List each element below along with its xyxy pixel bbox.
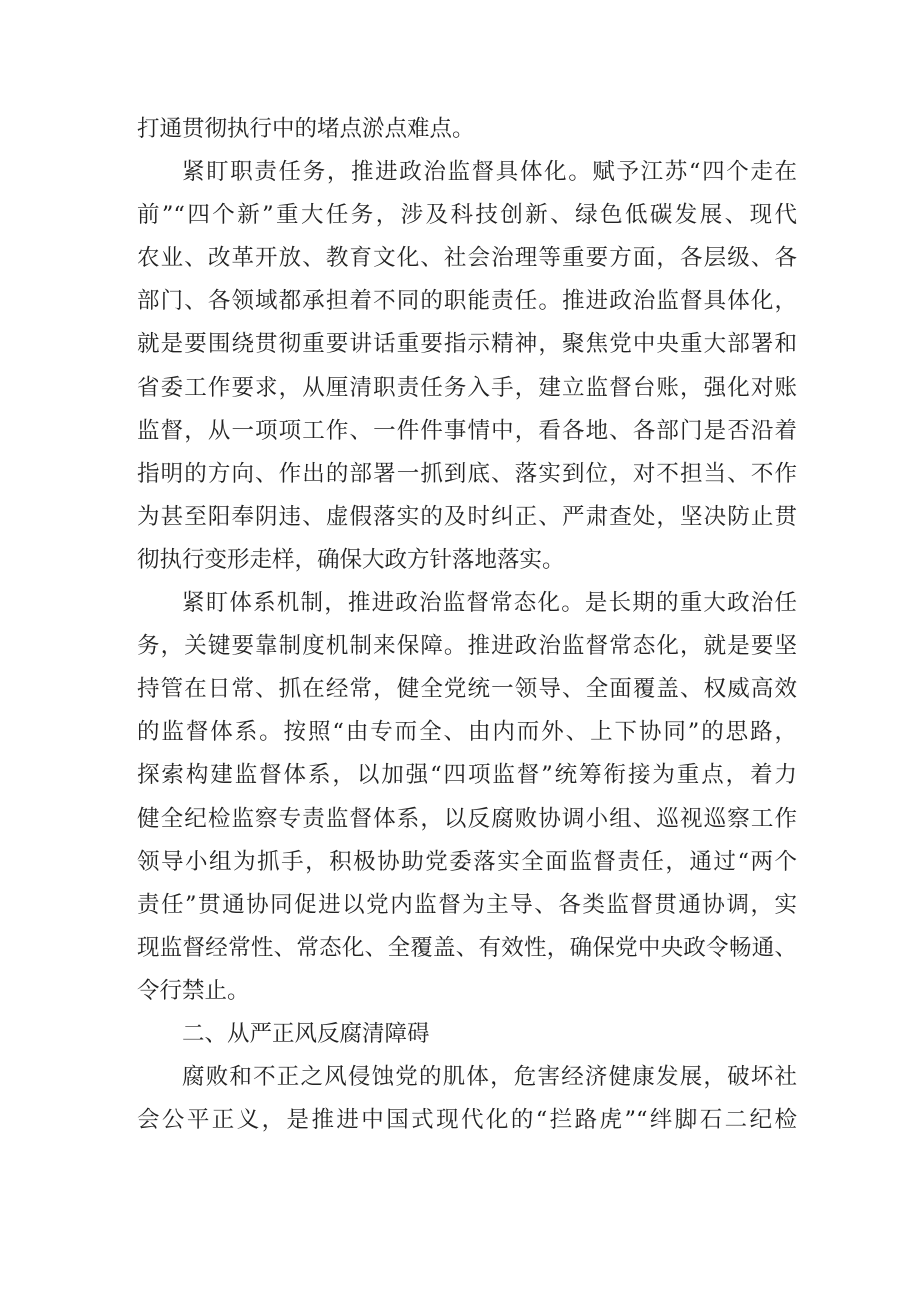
paragraph-line: 领导小组为抓手，积极协助党委落实全面监督责任，通过“两个: [137, 848, 797, 875]
paragraph-line: 令行禁止。: [137, 977, 250, 1004]
paragraph-line: 务，关键要靠制度机制来保障。推进政治监督常态化，就是要坚: [137, 633, 797, 660]
paragraph-line: 健全纪检监察专责监督体系，以反腐败协调小组、巡视巡察工作: [137, 805, 797, 832]
paragraph-line: 责任”贯通协同促进以党内监督为主导、各类监督贯通协调，实: [137, 891, 797, 918]
paragraph-line: 探索构建监督体系，以加强“四项监督”统筹衔接为重点，着力: [137, 762, 797, 789]
paragraph-line: 为甚至阳奉阴违、虚假落实的及时纠正、严肃查处，坚决防止贯: [137, 503, 797, 530]
paragraph-line: 持管在日常、抓在经常，健全党统一领导、全面覆盖、权威高效: [137, 676, 797, 703]
paragraph-line: 会公平正义，是推进中国式现代化的“拦路虎”“绊脚石二纪检: [137, 1107, 797, 1134]
paragraph-line: 打通贯彻执行中的堵点淤点难点。: [137, 116, 475, 142]
paragraph-line: 指明的方向、作出的部署一抓到底、落实到位，对不担当、不作: [137, 460, 797, 487]
paragraph-line: 紧盯职责任务，推进政治监督具体化。赋予江苏“四个走在: [182, 159, 797, 186]
paragraph-line: 部门、各领域都承担着不同的职能责任。推进政治监督具体化，: [137, 288, 797, 315]
document-body: [137, 108, 797, 1142]
paragraph-line: 腐败和不正之风侵蚀党的肌体，危害经济健康发展，破坏社: [182, 1064, 797, 1091]
paragraph-line: 省委工作要求，从厘清职责任务入手，建立监督台账，强化对账: [137, 374, 797, 401]
paragraph-line: 就是要围绕贯彻重要讲话重要指示精神，聚焦党中央重大部署和: [137, 331, 797, 358]
paragraph-line: 现监督经常性、常态化、全覆盖、有效性，确保党中央政令畅通、: [137, 934, 797, 961]
paragraph-line: 监督，从一项项工作、一件件事情中，看各地、各部门是否沿着: [137, 417, 797, 444]
paragraph-line: 农业、改革开放、教育文化、社会治理等重要方面，各层级、各: [137, 245, 797, 272]
section-heading: 二、从严正风反腐清障碍: [182, 1020, 430, 1047]
paragraph-line: 的监督体系。按照“由专而全、由内而外、上下协同”的思路，: [137, 719, 797, 746]
paragraph-line: 前”“四个新”重大任务，涉及科技创新、绿色低碳发展、现代: [137, 202, 797, 229]
paragraph-line: 紧盯体系机制，推进政治监督常态化。是长期的重大政治任: [182, 590, 797, 617]
paragraph-line: 彻执行变形走样，确保大政方针落地落实。: [137, 546, 565, 573]
